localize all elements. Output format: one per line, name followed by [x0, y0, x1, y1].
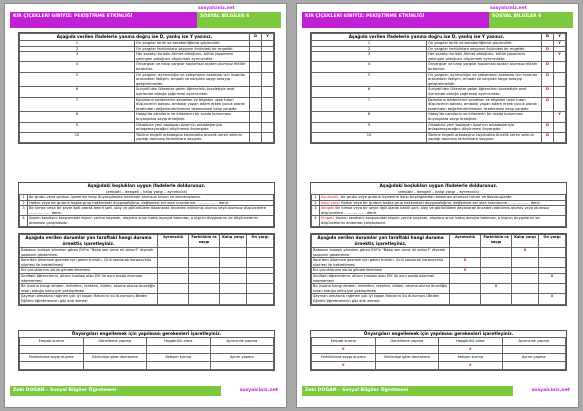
barrier-mark-cell[interactable]: [210, 362, 274, 370]
tf-row: [20, 112, 274, 122]
barrier-mark-row: [20, 362, 274, 370]
tf-number: 7: [312, 97, 427, 112]
tf-answer-y[interactable]: [262, 112, 274, 122]
fill-answer[interactable]: Ayrımcılık,: [321, 195, 340, 199]
tf-statement: Yüzüne engelli arkadaşına kaydırakta öncelik veren zekinin yaptığı davranış farklılıklara saygıdır.: [427, 132, 542, 142]
tf-answer-y[interactable]: [554, 62, 566, 72]
fill-number: 1: [20, 195, 28, 201]
check-statement: Kız çocuklarının okula gönderilmemesi: [20, 268, 158, 274]
tf-number: 3: [20, 52, 135, 62]
check-cell[interactable]: [481, 284, 512, 294]
tf-number: 5: [312, 72, 427, 87]
tf-statement: Hatay'da camilerin ve kiliselerin bir arada bulunması önyargılara saygı örneğidir.: [135, 112, 250, 122]
fill-text: bir grubu veya grubun üyelerine karşı önyargılardan beslenen olumsuz tutum ve davranışlardır.: [29, 195, 201, 199]
fill-blanks-section: [18, 182, 275, 228]
check-cell[interactable]: [450, 273, 481, 283]
barrier-label: Genelleme yapma: [375, 338, 439, 346]
true-false-title: Aşağıda verilen ifadelerin yanına doğru ise D, yanlış ise Y yazınız.: [20, 34, 250, 41]
page-footer: [10, 386, 281, 396]
x-mark-icon: X: [494, 284, 498, 289]
tf-row: [20, 132, 274, 142]
tf-answer-d[interactable]: [250, 72, 262, 87]
tf-row: [20, 62, 274, 72]
tf-answer-d[interactable]: [250, 132, 262, 142]
website-label: sosyalciniz.net: [490, 6, 527, 11]
fill-row: [312, 216, 566, 226]
barrier-mark-cell[interactable]: [20, 346, 84, 354]
barrier-label: Empati kurma: [20, 338, 84, 346]
tf-row: [312, 87, 566, 97]
check-row: [312, 284, 566, 294]
check-cell[interactable]: [189, 248, 220, 258]
tf-statement: Önyargılar ve kalıp yargılar toplumsal açıdan olumsuz etkiler bırakırlar.: [135, 62, 250, 72]
tf-number: 10: [20, 132, 135, 142]
fill-text: kişinin kendisini karşısındaki kişinin yerine koyarak, olaylara onun bakış açısıyla bakması, o kişinin duygularını ve düşüncelerini anlaması çalışmasıdır.: [29, 216, 258, 225]
check-cell[interactable]: [450, 258, 481, 268]
x-mark-icon: X: [550, 294, 554, 299]
check-statement: Kız çocuklarının okula gönderilmemesi: [312, 268, 450, 274]
fill-blanks-title: Aşağıdaki boşlukları uygun ifadelerle doldurunuz.: [87, 183, 206, 188]
tf-number: 9: [312, 122, 427, 132]
fill-number: 4: [312, 216, 320, 226]
barrier-label: Hoşgörülü olma: [439, 338, 503, 346]
barrier-label: Genelleme yapma: [83, 338, 147, 346]
barrier-label-row: [312, 338, 566, 346]
fill-row: [20, 216, 274, 226]
fill-statement: [320, 206, 566, 216]
author-label: Zeki DOĞAN – Sosyal Bilgiler Öğretmeni: [302, 386, 513, 396]
barrier-mark-cell[interactable]: [502, 362, 566, 370]
fill-row: [312, 200, 566, 206]
barrier-label-row: [20, 338, 274, 346]
barrier-label: Farklılıklara saygı duyma: [312, 354, 376, 362]
page-header: [302, 6, 573, 28]
tf-row: [312, 97, 566, 112]
x-mark-icon: X: [550, 273, 554, 278]
check-cell[interactable]: [189, 294, 220, 304]
tf-number: 2: [20, 46, 135, 52]
barrier-mark-cell[interactable]: [312, 362, 376, 370]
true-false-section: Aşağıda verilen ifadelerin yanına doğru ise D, yanlış ise Y yazınız. D Y 1 Ön yargılar birlik ve beraberliğimizi güçlendirir. Y 2 Ön yargılar farklılıklara saygının önündeki bir engeldir. D 3 Her sanatçı turistin Ahmet olduğunu, bütün Japonların çekingen olduğunu düşünmek ayrımcılıktır. Y 4 Önyargılar ve kalıp yargılar toplumsal açıdan olumsuz etkiler bırakırlar. D 5 Ön yargılar, ayrımcılığın ve çatışmanın azalması için insanlar arasındaki iletişim, empati ve karşılıklı saygı anlayışı geliştirilmelidir. D 6 Suriyeli'den ülkemize gelen öğrencinin tuvaletiyle onel içerisinde olduğa çağırmesi ayrımcılıktır. D 7 Kadınların bedenlerini sanattan ve bilgiden uzak tutan düşüncenin babası, ambalaj yapan adam erkek çocuk olarak tarafından değerlendirilmesini istememesi kalıp yargıdır. D 8 Hatay'da camilerin ve kiliselerin bir arada bulunması önyargılara saygı örneğidir. Y 9 Ortaokula yeni başlayan Ayşe'nin arkadaşlarıyla anlaşamayacağını düşünmesi önyargıdır. D 10 Yüzüne engelli arkadaşına kaydırakta öncelik veren zekinin yaptığı davranış farklılıklara saygıdır. D: [310, 32, 567, 144]
check-cell[interactable]: [539, 284, 566, 294]
barrier-mark-cell[interactable]: [20, 362, 84, 370]
tf-answer-y[interactable]: [554, 87, 566, 97]
tf-answer-y[interactable]: [262, 72, 274, 87]
check-cell[interactable]: [539, 294, 566, 304]
barriers-section: [310, 330, 567, 371]
check-row: [20, 273, 274, 283]
tf-row: [312, 72, 566, 87]
website-label: sosyalciniz.net: [198, 6, 235, 11]
fill-number: 1: [312, 195, 320, 201]
tf-answer-y[interactable]: [554, 97, 566, 112]
check-row: [312, 273, 566, 283]
check-row: [20, 294, 274, 304]
barrier-label: Ayrım yapma: [210, 354, 274, 362]
x-mark-icon: X: [463, 258, 467, 263]
tf-number: 8: [20, 112, 135, 122]
fill-row: [20, 206, 274, 216]
fill-statement: [320, 216, 566, 226]
check-cell[interactable]: [539, 248, 566, 258]
barriers-title: Önyargıları engellemek için yapılması gerekenleri işaretleyiniz.: [71, 331, 222, 336]
tf-answer-d[interactable]: D: [542, 87, 554, 97]
tf-statement: Ön yargılar birlik ve beraberliğimizi güçlendirir.: [427, 41, 542, 47]
check-cell[interactable]: [189, 258, 220, 268]
fill-blanks-options: (empati – dengeli – kalıp yargı – ayrımcılık): [105, 189, 188, 194]
fill-answer[interactable]: kalıp yargı: [321, 200, 340, 205]
check-cell[interactable]: [512, 284, 539, 294]
check-cell[interactable]: [158, 258, 189, 268]
tf-row: [312, 112, 566, 122]
tf-answer-d[interactable]: [542, 52, 554, 62]
barrier-label: Empati kurma: [312, 338, 376, 346]
check-row: [312, 248, 566, 258]
page-header: [10, 6, 281, 28]
tf-answer-d[interactable]: D: [542, 72, 554, 87]
subject-label: sosyalciniz.net SOSYAL BİLGİLER 6: [197, 12, 281, 28]
barrier-label: Ayrım yapma: [502, 354, 566, 362]
fill-row: [312, 206, 566, 216]
barrier-mark-cell[interactable]: [375, 346, 439, 354]
barrier-mark-cell[interactable]: [83, 362, 147, 370]
check-cell[interactable]: [512, 248, 539, 258]
barrier-label-row: [312, 354, 566, 362]
tf-answer-y[interactable]: Y: [554, 52, 566, 62]
tf-statement: Ortaokula yeni başlayan Ayşe'nin arkadaşlarıyla anlaşamayacağını düşünmesi önyargıdır.: [135, 122, 250, 132]
tf-answer-y[interactable]: [262, 62, 274, 72]
tf-answer-y[interactable]: [554, 72, 566, 87]
barrier-mark-cell[interactable]: [83, 346, 147, 354]
x-mark-icon: X: [341, 347, 345, 352]
tf-answer-y[interactable]: [262, 122, 274, 132]
tf-answer-y[interactable]: [262, 52, 274, 62]
barrier-mark-row: [20, 346, 274, 354]
tf-number: 9: [20, 122, 135, 132]
tf-statement: Ortaokula yeni başlayan Ayşe'nin arkadaşlarıyla anlaşamayacağını düşünmesi önyargıdır.: [427, 122, 542, 132]
check-cell[interactable]: [481, 294, 512, 304]
x-mark-icon: X: [463, 268, 467, 273]
x-mark-icon: X: [468, 363, 472, 368]
check-cell[interactable]: [220, 273, 247, 283]
fill-number: 2: [20, 200, 28, 206]
fill-blanks-title: Aşağıdaki boşlukları uygun ifadelerle doldurunuz.: [379, 183, 498, 188]
tf-row: [20, 87, 274, 97]
tf-row: [20, 97, 274, 112]
barrier-label: İletişim kurma: [439, 354, 503, 362]
tf-answer-y[interactable]: [262, 132, 274, 142]
check-cell[interactable]: [481, 273, 512, 283]
tf-statement: Ön yargılar, ayrımcılığın ve çatışmanın azalması için insanlar arasındaki iletişim, empati ve karşılıklı saygı anlayışı geliştirilmelidir.: [135, 72, 250, 87]
barrier-mark-cell[interactable]: [312, 346, 376, 354]
check-cell[interactable]: [450, 248, 481, 258]
fill-text: Halkın veya bir grubun başka grup hakkındaki duygusallığına, değişmesi zor olan inanılarına ……………… denir.: [29, 200, 229, 205]
check-statement: Şayman olmasına rağmen çok iyi koşan Hakan'ın bu durumunu Beden Eğitimi öğretmeninin göz ardı etmesi: [312, 294, 450, 304]
tf-answer-d[interactable]: [250, 52, 262, 62]
fill-blanks-section: [310, 182, 567, 228]
check-row: [312, 258, 566, 268]
check-cell[interactable]: [220, 294, 247, 304]
tf-statement: Önyargılar ve kalıp yargılar toplumsal açıdan olumsuz etkiler bırakırlar.: [427, 62, 542, 72]
check-statement: Kore'den ülkemize gezmek için gelen turistin, Çinli sanılarak koronavirüs şüphesi ile bekletilmesi: [20, 258, 158, 268]
tf-answer-y[interactable]: [554, 132, 566, 142]
check-cell[interactable]: [220, 284, 247, 294]
fill-number: 2: [312, 200, 320, 206]
tf-answer-d[interactable]: [542, 112, 554, 122]
barrier-mark-cell[interactable]: [147, 346, 211, 354]
barrier-label: Görünüşe göre davranma: [83, 354, 147, 362]
check-cell[interactable]: [220, 248, 247, 258]
check-cell[interactable]: [247, 248, 274, 258]
check-statement: Sınıftaki öğrencilerin, altıncı hastası olan Elif ile aynı arada oturmak istememesi: [20, 273, 158, 283]
barrier-label: Ayrımcılık yapma: [502, 338, 566, 346]
x-mark-icon: X: [523, 248, 527, 252]
fill-text: Halkın veya bir grubun başka grup hakkındaki duygusallığına, değişmesi zor olan inanılarına ……………… denir.: [340, 200, 541, 205]
tf-statement: Ön yargılar, ayrımcılığın ve çatışmanın azalması için insanlar arasındaki iletişim, empati ve karşılıklı saygı anlayışı geliştirilmelidir.: [427, 72, 542, 87]
fill-text: bir grubu veya grubun üyelerine karşı önyargılardan beslenen olumsuz tutum ve davranışlardır.: [340, 195, 513, 199]
fill-answer[interactable]: Empati,: [321, 216, 335, 221]
fill-blanks-options: (empati – dengeli – kalıp yargı – ayrımcılık): [397, 189, 480, 194]
tf-number: 8: [312, 112, 427, 122]
check-statement: Babasını bulaşık yıkarken gören Elif'in "Baba sen anne mi oldun?" diyerek şaşkınlık göstermesi: [20, 248, 158, 258]
check-cell[interactable]: [247, 284, 274, 294]
tf-answer-d[interactable]: [250, 87, 262, 97]
check-cell[interactable]: [481, 248, 512, 258]
check-row: [20, 258, 274, 268]
barrier-label: İletişim kurma: [147, 354, 211, 362]
tf-answer-y[interactable]: [262, 97, 274, 112]
tf-answer-d[interactable]: D: [542, 62, 554, 72]
tf-row: [312, 52, 566, 62]
check-cell[interactable]: [450, 294, 481, 304]
tf-number: 3: [312, 52, 427, 62]
tf-answer-y[interactable]: [554, 122, 566, 132]
check-statement: Babasını bulaşık yıkarken gören Elif'in "Baba sen anne mi oldun?" diyerek şaşkınlık göstermesi: [312, 248, 450, 258]
barrier-label: Hoşgörülü olma: [147, 338, 211, 346]
barrier-label: Görünüşe göre davranma: [375, 354, 439, 362]
worksheet-page-answers: [296, 3, 579, 408]
tf-answer-y[interactable]: Y: [554, 41, 566, 47]
fill-answer[interactable]: dengeli: [321, 206, 335, 211]
author-label: Zeki DOĞAN – Sosyal Bilgiler Öğretmeni: [10, 386, 221, 396]
check-statement: Bir insana hangi dinden, milletten, renkten, dilden, okuma olursa önceliğin insan olduğu bilinciyle yaklaşılması: [312, 284, 450, 294]
true-false-title: Aşağıda verilen ifadelerin yanına doğru ise D, yanlış ise Y yazınız.: [312, 34, 542, 41]
tf-row: [20, 122, 274, 132]
check-statement: Kore'den ülkemize gezmek için gelen turistin, Çinli sanılarak koronavirüs şüphesi ile bekletilmesi: [312, 258, 450, 268]
tf-answer-y[interactable]: [262, 87, 274, 97]
tf-row: [312, 132, 566, 142]
check-cell[interactable]: [512, 294, 539, 304]
barrier-label-row: [20, 354, 274, 362]
barrier-mark-cell[interactable]: [502, 346, 566, 354]
check-statement: Sınıftaki öğrencilerin, altıncı hastası olan Elif ile aynı arada oturmak istememesi: [312, 273, 450, 283]
fill-text: kişinin kendisini karşısındaki kişinin yerine koyarak, olaylara onun bakış açısıyla bakması, o kişinin duygularını ve düşüncelerini anlaması çalışmasıdır.: [321, 216, 540, 225]
checks-title: Aşağıda verilen durumlar yan taraftaki hangi duruma örnektir, işaretleyiniz.: [312, 235, 450, 248]
tf-statement: Hatay'da camilerin ve kiliselerin bir arada bulunması önyargılara saygı örneğidir.: [427, 112, 542, 122]
barrier-mark-cell[interactable]: [375, 362, 439, 370]
footer-website: sosyalciniz.net: [513, 386, 573, 396]
check-cell[interactable]: [189, 273, 220, 283]
barriers-title: Önyargıları engellemek için yapılması gerekenleri işaretleyiniz.: [363, 331, 514, 336]
tf-number: 6: [20, 87, 135, 97]
tf-number: 5: [20, 72, 135, 87]
tf-statement: Suriyeli'den ülkemize gelen öğrencinin tuvaletiyle onel içerisinde olduğa çağırmesi ayrımcılıktır.: [135, 87, 250, 97]
x-mark-icon: X: [468, 347, 472, 352]
check-row: [20, 248, 274, 258]
fill-number: 3: [20, 206, 28, 216]
checks-title: Aşağıda verilen durumlar yan taraftaki hangi duruma örnektir, işaretleyiniz.: [20, 235, 158, 248]
tf-statement: Ön yargılar birlik ve beraberliğimizi güçlendirir.: [135, 41, 250, 47]
check-cell[interactable]: [220, 258, 247, 268]
barrier-mark-cell[interactable]: [439, 362, 503, 370]
tf-answer-d[interactable]: [250, 112, 262, 122]
barrier-mark-cell[interactable]: [147, 362, 211, 370]
tf-row: [20, 72, 274, 87]
tf-answer-d[interactable]: D: [542, 122, 554, 132]
check-cell[interactable]: [481, 258, 512, 268]
tf-answer-y[interactable]: Y: [554, 112, 566, 122]
check-cell[interactable]: [512, 273, 539, 283]
check-cell[interactable]: [539, 258, 566, 268]
fill-number: 4: [20, 216, 28, 226]
fill-text: Bir kimse veya bir şeyle ilgili olarak belirli şart, olay ve görüntülere dayanarak önceden edinilmiş olumlu veya olumsuz düşüncelere ……………… denir.: [29, 206, 266, 215]
checks-section: Aşağıda verilen durumlar yan taraftaki hangi duruma örnektir, işaretleyiniz. Ayrımcılık Farklılıkla ra saygı Kalıp yargı Ön yargı Babasını bulaşık yıkarken gören Elif'in "Baba sen anne mi oldun?" diyerek şaşkınlık göstermesi Kore'den ülkemize gezmek için gelen turistin, Çinli sanılarak koronavirüs şüphesi ile bekletilmesi Kız çocuklarının okula gönderilmemesi Sınıftaki öğrencilerin, altıncı hastası olan Elif ile aynı arada oturmak istememesi Bir insana hangi dinden, milletten, renkten, dilden, okuma olursa önceliğin insan olduğu bilinciyle yaklaşılması Şayman olmasına rağmen çok iyi koşan Hakan'ın bu durumunu Beden Eğitimi öğretmeninin göz ardı etmesi: [18, 233, 275, 306]
page-footer: [302, 386, 573, 396]
tf-answer-d[interactable]: [250, 97, 262, 112]
check-cell[interactable]: [158, 248, 189, 258]
fill-number: 3: [312, 206, 320, 216]
tf-statement: Suriyeli'den ülkemize gelen öğrencinin tuvaletiyle onel içerisinde olduğa çağırmesi ayrımcılıktır.: [427, 87, 542, 97]
x-mark-icon: X: [341, 363, 345, 368]
tf-number: 10: [312, 132, 427, 142]
check-cell[interactable]: [247, 294, 274, 304]
worksheet-title: KIR ÇİÇEKLERİ GİBİYİZ: PEKİŞTİRME ETKİNLİĞİ: [10, 12, 197, 28]
tf-answer-d[interactable]: [250, 122, 262, 132]
checks-section: Aşağıda verilen durumlar yan taraftaki hangi duruma örnektir, işaretleyiniz. Ayrımcılık Farklılıkla ra saygı Kalıp yargı Ön yargı Babasını bulaşık yıkarken gören Elif'in "Baba sen anne mi oldun?" diyerek şaşkınlık göstermesi X Kore'den ülkemize gezmek için gelen turistin, Çinli sanılarak koronavirüs şüphesi ile bekletilmesi X Kız çocuklarının okula gönderilmemesi X Sınıftaki öğrencilerin, altıncı hastası olan Elif ile aynı arada oturmak istememesi X Bir insana hangi dinden, milletten, renkten, dilden, okuma olursa önceliğin insan olduğu bilinciyle yaklaşılması X Şayman olmasına rağmen çok iyi koşan Hakan'ın bu durumunu Beden Eğitimi öğretmeninin göz ardı etmesi X: [310, 233, 567, 306]
check-statement: Şayman olmasına rağmen çok iyi koşan Hakan'ın bu durumunu Beden Eğitimi öğretmeninin göz ardı etmesi: [20, 294, 158, 304]
true-false-section: Aşağıda verilen ifadelerin yanına doğru ise D, yanlış ise Y yazınız. D Y 1 Ön yargılar birlik ve beraberliğimizi güçlendirir. 2 Ön yargılar farklılıklara saygının önündeki bir engeldir. 3 Her sanatçı turistin Ahmet olduğunu, bütün Japonların çekingen olduğunu düşünmek ayrımcılıktır. 4 Önyargılar ve kalıp yargılar toplumsal açıdan olumsuz etkiler bırakırlar. 5 Ön yargılar, ayrımcılığın ve çatışmanın azalması için insanlar arasındaki iletişim, empati ve karşılıklı saygı anlayışı geliştirilmelidir. 6 Suriyeli'den ülkemize gelen öğrencinin tuvaletiyle onel içerisinde olduğa çağırmesi ayrımcılıktır. 7 Kadınların bedenlerini sanattan ve bilgiden uzak tutan düşüncenin babası, ambalaj yapan adam erkek çocuk olarak tarafından değerlendirilmesini istememesi kalıp yargıdır. 8 Hatay'da camilerin ve kiliselerin bir arada bulunması önyargılara saygı örneğidir. 9 Ortaokula yeni başlayan Ayşe'nin arkadaşlarıyla anlaşamayacağını düşünmesi önyargıdır. 10 Yüzüne engelli arkadaşına kaydırakta öncelik veren zekinin yaptığı davranış farklılıklara saygıdır.: [18, 32, 275, 144]
tf-answer-d[interactable]: D: [542, 97, 554, 112]
barrier-label: Farklılıklara saygı duyma: [20, 354, 84, 362]
subject-label: sosyalciniz.net SOSYAL BİLGİLER 6: [489, 12, 573, 28]
tf-answer-d[interactable]: [250, 62, 262, 72]
fill-statement: [28, 206, 274, 216]
check-row: [312, 294, 566, 304]
check-cell[interactable]: [158, 284, 189, 294]
check-cell[interactable]: [450, 284, 481, 294]
barrier-mark-row: [312, 346, 566, 354]
check-cell[interactable]: [247, 258, 274, 268]
check-cell[interactable]: [189, 284, 220, 294]
check-cell[interactable]: [539, 273, 566, 283]
tf-number: 7: [20, 97, 135, 112]
check-cell[interactable]: [512, 258, 539, 268]
tf-number: 2: [312, 46, 427, 52]
barrier-mark-cell[interactable]: [439, 346, 503, 354]
footer-website: sosyalciniz.net: [221, 386, 281, 396]
tf-number: 6: [312, 87, 427, 97]
tf-statement: Ön yargılar farklılıklara saygının önündeki bir engeldir.: [135, 46, 250, 52]
tf-row: [20, 52, 274, 62]
tf-statement: Ön yargılar farklılıklara saygının önündeki bir engeldir.: [427, 46, 542, 52]
check-row: [20, 284, 274, 294]
tf-statement: Her sanatçı turistin Ahmet olduğunu, bütün Japonların çekingen olduğunu düşünmek ayrımcılıktır.: [427, 52, 542, 62]
worksheet-title: KIR ÇİÇEKLERİ GİBİYİZ: PEKİŞTİRME ETKİNLİĞİ: [302, 12, 489, 28]
check-cell[interactable]: [158, 273, 189, 283]
tf-statement: Kadınların bedenlerini sanattan ve bilgiden uzak tutan düşüncenin babası, ambalaj yapan adam erkek çocuk olarak tarafından değerlendirilmesini istememesi kalıp yargıdır.: [427, 97, 542, 112]
tf-answer-d[interactable]: D: [542, 46, 554, 52]
tf-answer-d[interactable]: D: [542, 132, 554, 142]
check-statement: Bir insana hangi dinden, milletten, renkten, dilden, okuma olursa önceliğin insan olduğu bilinciyle yaklaşılması: [20, 284, 158, 294]
tf-number: 1: [312, 41, 427, 47]
tf-number: 4: [20, 62, 135, 72]
check-cell[interactable]: [247, 273, 274, 283]
fill-text: Bir kimse veya bir şeyle ilgili olarak belirli şart, olay ve görüntülere dayanarak önceden edinilmiş olumlu veya olumsuz düşüncelere ……………… denir.: [321, 206, 550, 215]
tf-statement: Yüzüne engelli arkadaşına kaydırakta öncelik veren zekinin yaptığı davranış farklılıklara saygıdır.: [135, 132, 250, 142]
fill-statement: [320, 200, 566, 206]
check-cell[interactable]: [158, 294, 189, 304]
tf-row: [312, 122, 566, 132]
tf-number: 4: [312, 62, 427, 72]
barriers-section: [18, 330, 275, 371]
tf-row: [312, 62, 566, 72]
barrier-label: Ayrımcılık yapma: [210, 338, 274, 346]
barrier-mark-cell[interactable]: [210, 346, 274, 354]
tf-statement: Kadınların bedenlerini sanattan ve bilgiden uzak tutan düşüncenin babası, ambalaj yapan adam erkek çocuk olarak tarafından değerlendirilmesini istememesi kalıp yargıdır.: [135, 97, 250, 112]
tf-statement: Her sanatçı turistin Ahmet olduğunu, bütün Japonların çekingen olduğunu düşünmek ayrımcılıktır.: [135, 52, 250, 62]
worksheet-page-blank: [4, 3, 287, 408]
barrier-mark-row: [312, 362, 566, 370]
fill-statement: [28, 216, 274, 226]
tf-number: 1: [20, 41, 135, 47]
